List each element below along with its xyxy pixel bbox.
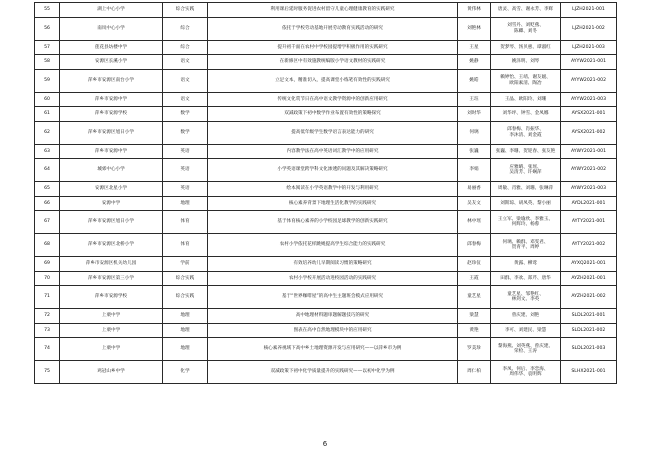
project-code: AYXQ2021-001	[561, 257, 617, 272]
project-code: AYZH2021-001	[561, 271, 617, 286]
members-line: 贺青平、周婷	[511, 245, 540, 250]
school-name: 上栗中学	[60, 309, 163, 324]
project-title: 利用课后延时服务促进农村留守儿童心理健康教育的实践研究	[208, 3, 458, 18]
project-members	[491, 309, 561, 324]
table-row	[35, 40, 617, 55]
members-line: 唐灵、高雪、谢永芳、李辉	[497, 7, 554, 13]
members-line: 应雅晴、张瑶、	[509, 164, 542, 170]
project-leader: 张巍	[458, 144, 491, 159]
project-leader: 王霞	[458, 271, 491, 286]
project-members	[491, 286, 561, 309]
project-code: AYZH2021-002	[561, 286, 617, 309]
table-row	[35, 271, 617, 286]
project-code: LJZH2021-002	[561, 17, 617, 40]
table-row	[35, 309, 617, 324]
project-members	[491, 3, 561, 18]
project-title: 基于“世界咖啡屋”的高中生主题班会模式应用研究	[208, 286, 458, 309]
project-title: 绘本阅读在小学英语教学中的开发与利用研究	[208, 182, 458, 197]
project-leader: 赵珍仪	[458, 257, 491, 272]
project-title: 传统文化赏节日在高中语文教学资源中的创新应用研究	[208, 92, 458, 107]
project-code: AYDL2021-001	[561, 196, 617, 211]
members-line: 李凤、何后、李恋海、	[502, 366, 549, 372]
members-line: 欧阳素清、陶冶	[509, 80, 542, 86]
table-row	[35, 338, 617, 361]
project-members	[491, 338, 561, 361]
subject: 综合实践	[163, 3, 208, 18]
row-number: 68	[35, 234, 60, 257]
members-line: 何辉玲、杨蓉	[511, 222, 540, 227]
members-line: 吴清芳、许娴萍	[509, 170, 542, 175]
row-number: 65	[35, 182, 60, 197]
project-code: SLHX2021-001	[561, 361, 617, 384]
project-code: AYYW2021-003	[561, 92, 617, 107]
project-code: SLDL2021-001	[561, 309, 617, 324]
row-number: 74	[35, 338, 60, 361]
project-title: 内容教学法在高中英语词汇教学中的应用研究	[208, 144, 458, 159]
project-leader: 林中瑶	[458, 211, 491, 234]
school-name: 萍乡市安源区机关幼儿园	[60, 257, 163, 272]
members-line: 曾庆建、刘艳	[511, 313, 540, 319]
subject: 体育	[163, 211, 208, 234]
project-leader: 易丽香	[458, 182, 491, 197]
table-body	[35, 3, 617, 384]
table-row	[35, 182, 617, 197]
table-row	[35, 121, 617, 144]
project-title: 提升初千面在农村中学校园提增学积极作用的实践研究	[208, 40, 458, 55]
table-row	[35, 323, 617, 338]
project-title: 小学英语课堂跨学科文化渗透的问题及其解决策略研究	[208, 159, 458, 182]
project-members	[491, 144, 561, 159]
table-row	[35, 159, 617, 182]
school-name: 萍乡市安源区旭日小学	[60, 121, 163, 144]
project-code: AYTY2021-002	[561, 234, 617, 257]
subject: 英语	[163, 182, 208, 197]
members-line: 张巍、李珊、贺迎春、张友艳	[495, 148, 556, 154]
project-leader: 黄艳	[458, 323, 491, 338]
project-leader: 王珏	[458, 92, 491, 107]
subject: 地理	[163, 338, 208, 361]
table-row	[35, 92, 617, 107]
school-name: 鸡冠山乡中学	[60, 361, 163, 384]
school-name: 安源区长溪小学	[60, 55, 163, 70]
project-table	[34, 2, 617, 384]
project-leader: 姚静	[458, 55, 491, 70]
subject: 地理	[163, 309, 208, 324]
members-line: 田群、李欢、郑芹、唐华	[500, 275, 551, 281]
table-row	[35, 196, 617, 211]
subject: 英语	[163, 144, 208, 159]
project-code: AYTY2021-001	[561, 211, 617, 234]
row-number: 61	[35, 107, 60, 122]
project-leader: 刘艳林	[458, 17, 491, 40]
school-name: 萍乡市安源中学	[60, 92, 163, 107]
subject: 数学	[163, 121, 208, 144]
project-code: LJZH2021-001	[561, 3, 617, 18]
project-code: AYWY2021-001	[561, 144, 617, 159]
row-number: 56	[35, 17, 60, 40]
subject: 地理	[163, 196, 208, 211]
members-line: 荣检、王涛	[514, 349, 537, 354]
project-leader: 邱春梅	[458, 234, 491, 257]
row-number: 58	[35, 55, 60, 70]
members-line: 贺梦琴、汤贝惠、谭淑红	[500, 44, 551, 50]
project-title: 有效培养幼儿早期阅读习惯的策略研究	[208, 257, 458, 272]
row-number: 62	[35, 121, 60, 144]
project-members	[491, 257, 561, 272]
table-row	[35, 17, 617, 40]
school-name: 萍乡市安源学校	[60, 107, 163, 122]
project-title: 基于体育核心素养的小学校园足球教学的创新实践研究	[208, 211, 458, 234]
table-row	[35, 257, 617, 272]
project-leader: 吴友文	[458, 196, 491, 211]
members-line: 赖婷怡、王靖、谢友媛、	[500, 75, 551, 81]
project-title: 提高低年级学生数学语言表达能力的研究	[208, 121, 458, 144]
row-number: 59	[35, 69, 60, 92]
table-row	[35, 286, 617, 309]
members-line: 林剑文、李英	[511, 297, 540, 302]
project-leader: 刘时华	[458, 107, 491, 122]
subject: 综合	[163, 17, 208, 40]
project-members	[491, 121, 561, 144]
members-line: 黄露、柳莺	[514, 261, 537, 267]
school-name: 萍乡市安源区旭日小学	[60, 211, 163, 234]
project-title: 立足文本，精准切入，提高课堂小练笔有效性的实践研究	[208, 69, 458, 92]
project-title: 双减政策下初中数学作业布置有效性的策略探究	[208, 107, 458, 122]
subject: 体育	[163, 234, 208, 257]
members-line: 刘雪丹、刘贬燕、	[507, 23, 544, 29]
project-code: AYSX2021-001	[561, 107, 617, 122]
row-number: 69	[35, 257, 60, 272]
project-members	[491, 271, 561, 286]
project-leader: 周仁柏	[458, 361, 491, 384]
project-code: AYYW2021-002	[561, 69, 617, 92]
school-name: 萍乡市安源学校	[60, 286, 163, 309]
page-number: 6	[322, 440, 328, 448]
subject: 语文	[163, 92, 208, 107]
subject: 地理	[163, 323, 208, 338]
project-code: LJZH2021-003	[561, 40, 617, 55]
subject: 英语	[163, 159, 208, 182]
project-members	[491, 323, 561, 338]
project-members	[491, 92, 561, 107]
project-leader: 童艺星	[458, 286, 491, 309]
project-code: AYWY2021-003	[561, 182, 617, 197]
project-members	[491, 40, 561, 55]
project-members	[491, 211, 561, 234]
members-line: 陈卿、刘冬	[514, 28, 537, 34]
subject: 综合	[163, 40, 208, 55]
project-leader: 王星	[458, 40, 491, 55]
project-leader: 梁慧	[458, 309, 491, 324]
project-leader: 黄伟林	[458, 3, 491, 18]
members-line: 周伟华、袁明辉	[509, 372, 542, 377]
subject: 综合实践	[163, 271, 208, 286]
school-name: 上栗中学	[60, 323, 163, 338]
subject: 语文	[163, 55, 208, 70]
members-line: 何璃、赖群、邓雯君、	[502, 239, 549, 245]
project-members	[491, 159, 561, 182]
members-line: 李沐清、刘金霞	[509, 132, 542, 138]
project-code: SLDL2021-003	[561, 338, 617, 361]
project-code: AYWY2021-002	[561, 159, 617, 182]
school-name: 莲花县坊楼中学	[60, 40, 163, 55]
row-number: 63	[35, 144, 60, 159]
members-line: 王立军、梁瑜欣、李雅玉、	[497, 216, 554, 222]
subject: 综合实践	[163, 286, 208, 309]
members-line: 刘斯琼、胡凤英、黎小丽	[500, 200, 551, 206]
table-row	[35, 55, 617, 70]
subject: 化学	[163, 361, 208, 384]
school-name: 湖上中心小学	[60, 3, 163, 18]
members-line: 李可、刘建民、梁慧	[504, 327, 547, 333]
row-number: 75	[35, 361, 60, 384]
school-name: 萍乡市安源区南台小学	[60, 69, 163, 92]
row-number: 55	[35, 3, 60, 18]
project-members	[491, 234, 561, 257]
members-line: 黎海燕、刘英燕、曾庆建、	[497, 343, 554, 349]
school-name: 萍乡市安源中学	[60, 144, 163, 159]
row-number: 57	[35, 40, 60, 55]
row-number: 70	[35, 271, 60, 286]
table-row	[35, 361, 617, 384]
members-line: 周敏、肖雅、刘珊、张琳萍	[497, 186, 554, 192]
project-title: 核心素养背景下地理生活化教学的实践研究	[208, 196, 458, 211]
project-title: 双减政策下初中化学质量提升的实践研究——以初中化学为例	[208, 361, 458, 384]
project-title: 图表在高中自然地理模块中的应用研究	[208, 323, 458, 338]
subject: 语文	[163, 69, 208, 92]
members-line: 童艺星、邹艳红、	[507, 291, 544, 297]
row-number: 73	[35, 323, 60, 338]
project-leader: 罗美珍	[458, 338, 491, 361]
table-row	[35, 144, 617, 159]
school-name: 上栗中学	[60, 338, 163, 361]
table-row	[35, 69, 617, 92]
project-code: SLDL2021-002	[561, 323, 617, 338]
project-members	[491, 107, 561, 122]
project-leader: 姚皓	[458, 69, 491, 92]
row-number: 66	[35, 196, 60, 211]
project-title: 农村小学校开展活动进校园活动的实践研究	[208, 271, 458, 286]
project-leader: 何璃	[458, 121, 491, 144]
members-line: 刘华坪、钟雪、金凤娜	[502, 111, 549, 117]
project-members	[491, 361, 561, 384]
members-line: 王晶、欧阳玲、刘珊	[504, 96, 547, 102]
row-number: 71	[35, 286, 60, 309]
school-name: 城郊中心小学	[60, 159, 163, 182]
project-title: 核心素养视域下高中乡土地理资源开发与应用研究——以萍乡市为例	[208, 338, 458, 361]
table-row	[35, 107, 617, 122]
project-title: 在新修区中有效施教统编版小学语文教材的实践研究	[208, 55, 458, 70]
row-number: 64	[35, 159, 60, 182]
project-code: AYSX2021-002	[561, 121, 617, 144]
project-members	[491, 17, 561, 40]
school-name: 南岚中心小学	[60, 17, 163, 40]
school-name: 萍乡市安源区第三小学	[60, 271, 163, 286]
school-name: 安源区北星小学	[60, 182, 163, 197]
project-code: AYYW2021-001	[561, 55, 617, 70]
subject: 学前	[163, 257, 208, 272]
members-line: 邱春梅、肖振华、	[507, 127, 544, 133]
school-name: 萍乡市安源区北桥小学	[60, 234, 163, 257]
table-row	[35, 3, 617, 18]
project-members	[491, 55, 561, 70]
members-line: 姚泽明、刘琴	[511, 59, 540, 65]
project-members	[491, 69, 561, 92]
subject: 数学	[163, 107, 208, 122]
row-number: 67	[35, 211, 60, 234]
school-name: 安源中学	[60, 196, 163, 211]
project-members	[491, 182, 561, 197]
project-title: 依托于学校劳动基地开展劳动教育实践活动的研究	[208, 17, 458, 40]
project-title: 高中地理材料题审题解题技巧的研究	[208, 309, 458, 324]
project-leader: 李娟	[458, 159, 491, 182]
project-members	[491, 196, 561, 211]
table-row	[35, 234, 617, 257]
row-number: 60	[35, 92, 60, 107]
table-row	[35, 211, 617, 234]
project-title: 农村小学依托花样跳绳提高学生综合能力的实践研究	[208, 234, 458, 257]
row-number: 72	[35, 309, 60, 324]
